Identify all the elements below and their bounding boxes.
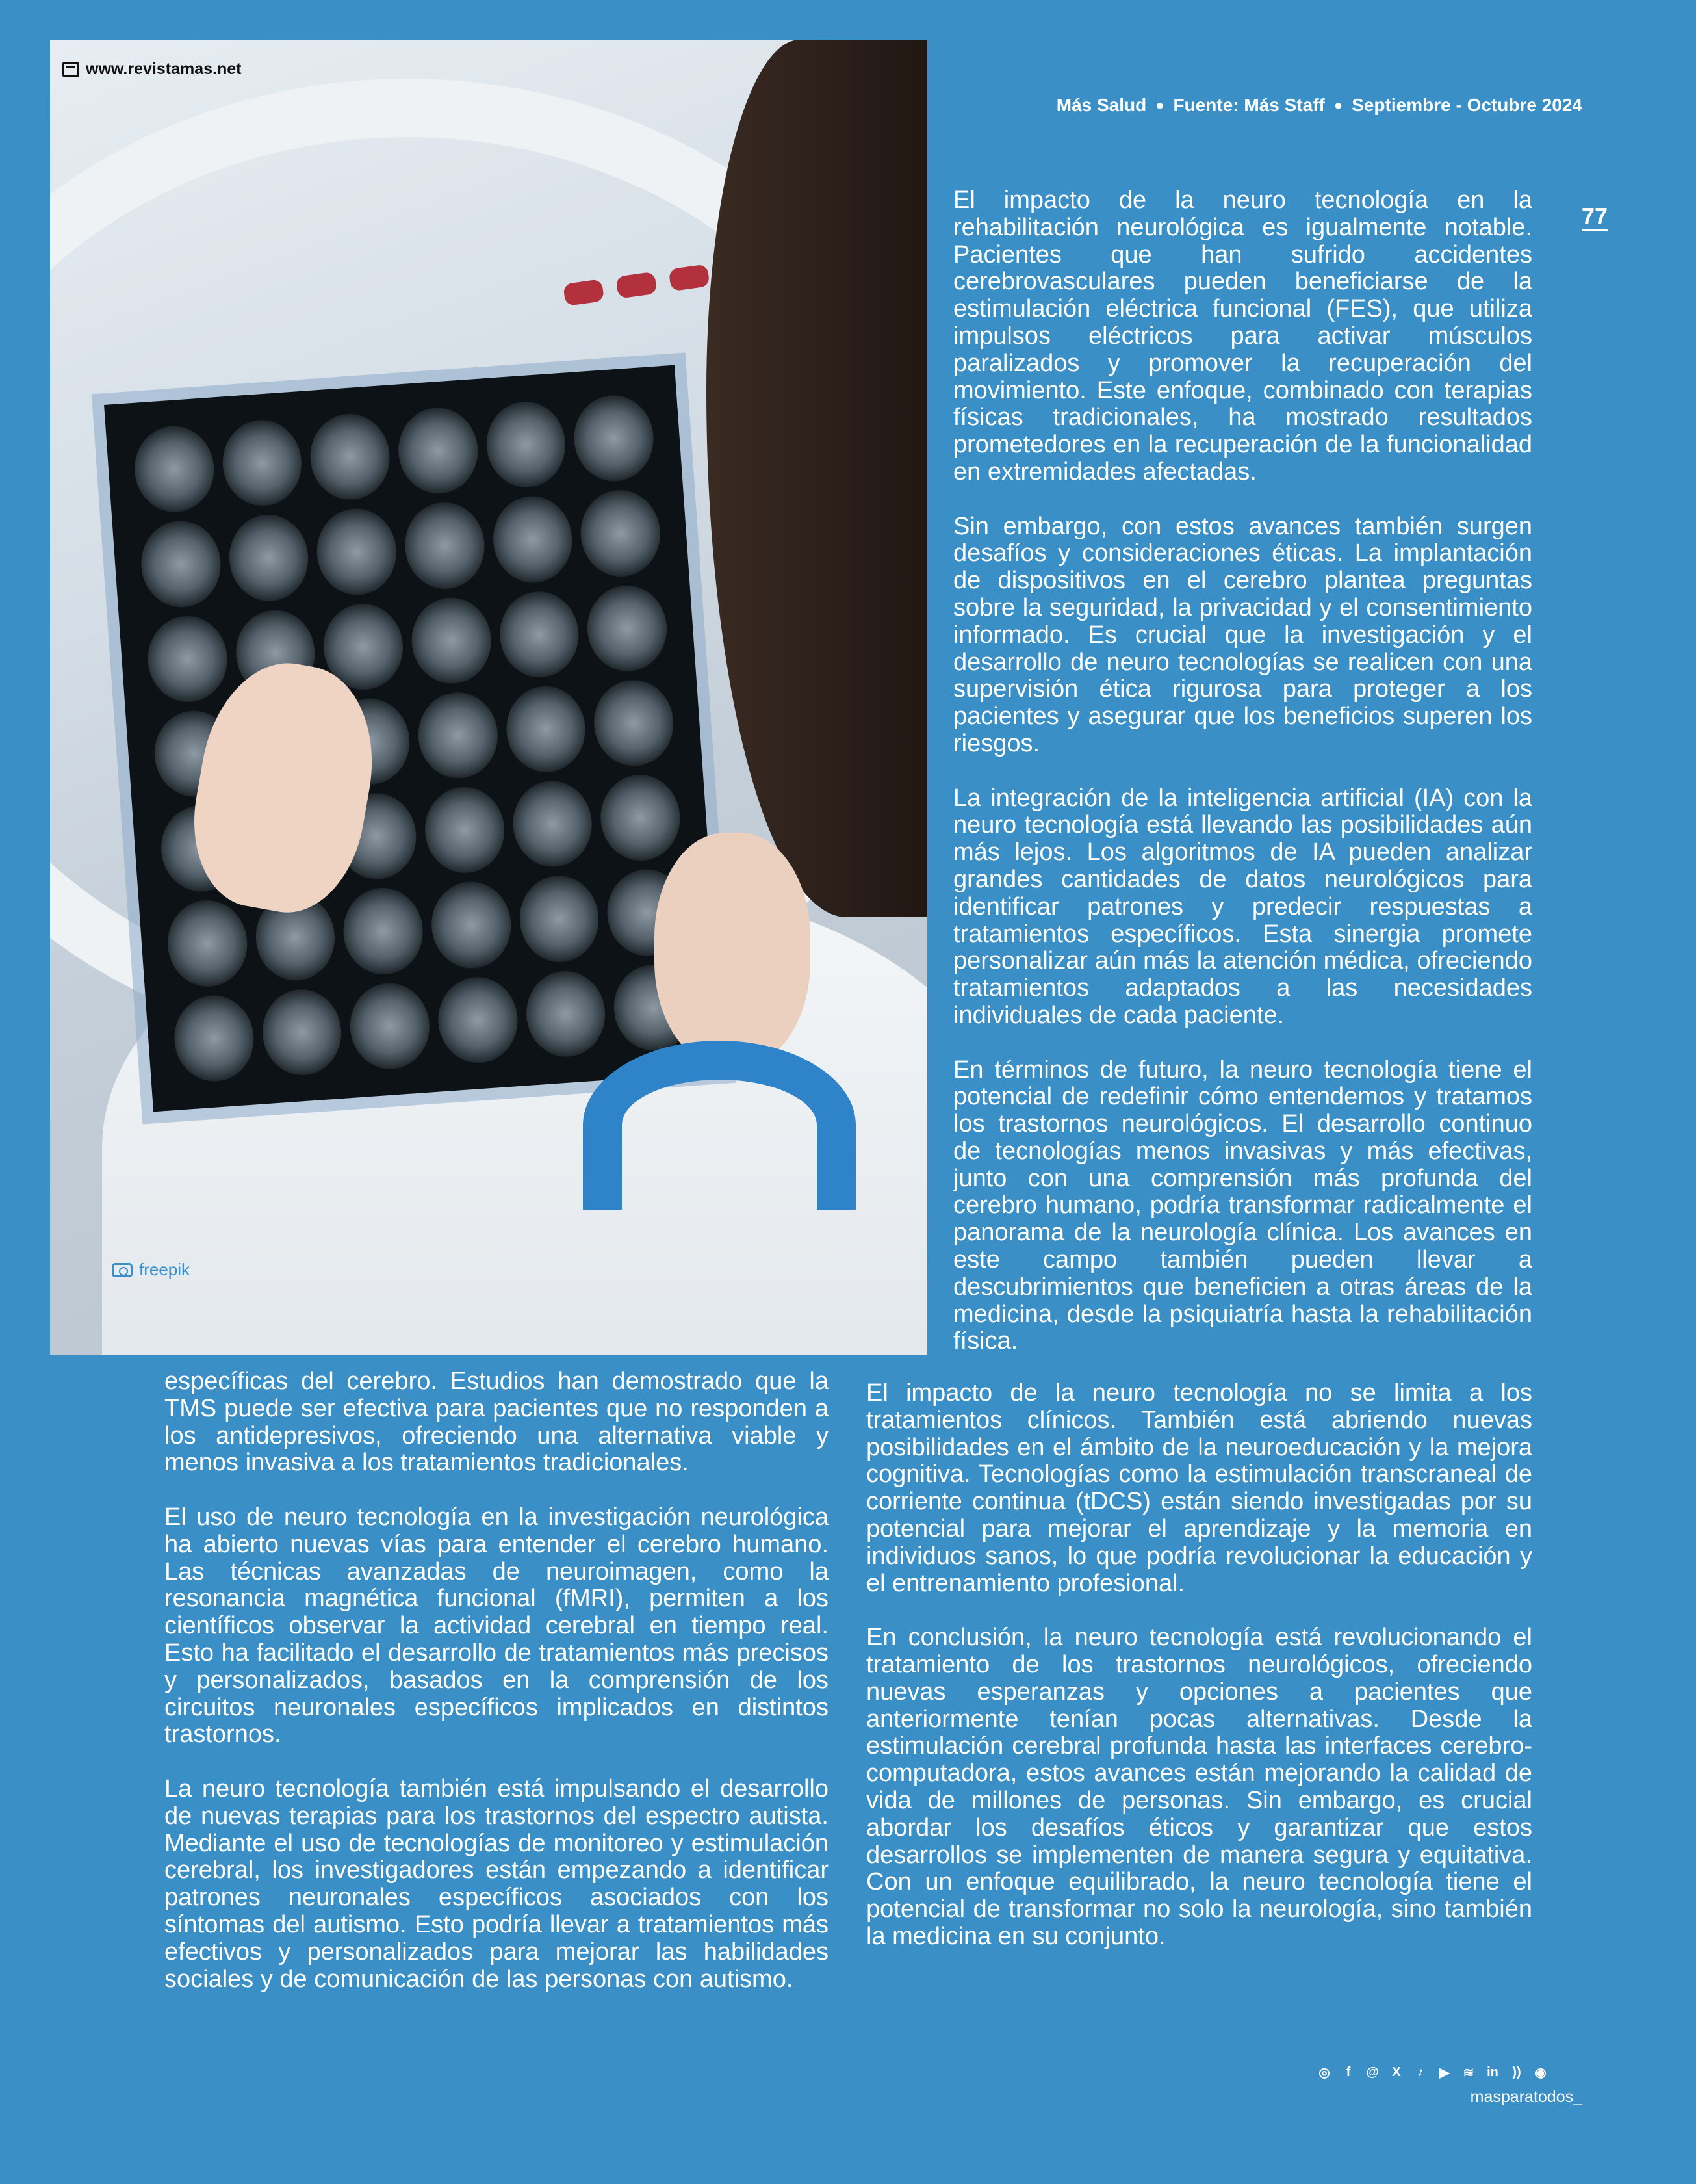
linkedin-icon[interactable]: in [1487, 2064, 1498, 2079]
article-column-bottom-right [866, 1380, 1532, 1978]
paragraph: La neuro tecnología también está impulsando el desarrollo de nuevas terapias para los trastornos del espectro autista. Mediante el uso de tecnologías de monitoreo y estimulación cerebral, los investigadores están empezando a identificar patrones neuronales específicos asociados con los síntomas del autismo. Esto podría llevar a tratamientos más efectivos y personalizados para mejorar las habilidades sociales y de comunicación de las personas con autismo. [164, 1774, 829, 1993]
social-icons [1316, 2064, 1549, 2081]
credit-text: freepik [139, 1260, 190, 1279]
article-column-top-right [953, 187, 1532, 1383]
camera-icon [112, 1263, 133, 1277]
photo-credit [112, 1260, 190, 1280]
site-url[interactable]: www.revistamas.net [86, 60, 242, 78]
paragraph: El impacto de la neuro tecnología en la rehabilitación neurológica es igualmente notable. Pacientes que han sufrido accidentes cerebrovasculares pueden beneficiarse de la estimulación eléctrica funcional (FES), que utiliza impulsos eléctricos para activar músculos paralizados y promover la recuperación del movimiento. Este enfoque, combinado con terapias físicas tradicionales, ha mostrado resultados prometedores en la recuperación de la funcionalidad en extremidades afectadas. [953, 187, 1532, 486]
header-source: Fuente: Más Staff [1173, 95, 1325, 115]
header-section: Más Salud [1056, 95, 1147, 115]
separator-dot: ● [1155, 97, 1164, 113]
page-header [1057, 95, 1582, 116]
spotify-icon[interactable]: ≋ [1463, 2065, 1474, 2080]
instagram-icon[interactable]: ◎ [1318, 2065, 1330, 2080]
x-icon[interactable]: X [1392, 2064, 1401, 2079]
header-date: Septiembre - Octubre 2024 [1352, 95, 1582, 115]
paragraph: Sin embargo, con estos avances también surgen desafíos y consideraciones éticas. La implantación de dispositivos en el cerebro plantea preguntas sobre la seguridad, la privacidad y el consentimiento informado. Es crucial que la investigación y el desarrollo de neuro tecnologías se realicen con una supervisión ética rigurosa para proteger a los pacientes y asegurar que los beneficios superen los riesgos. [953, 512, 1532, 757]
facebook-icon[interactable]: f [1346, 2064, 1351, 2079]
threads-icon[interactable]: @ [1366, 2064, 1379, 2079]
paragraph: El impacto de la neuro tecnología no se limita a los tratamientos clínicos. También está abriendo nuevas posibilidades en el ámbito de la neuroeducación y la mejora cognitiva. Tecnologías como la estimulación transcraneal de corriente continua (tDCS) están siendo investigadas por su potencial para mejorar el aprendizaje y la memoria en individuos sanos, lo que podría revolucionar la educación y el entrenamiento profesional. [866, 1379, 1532, 1597]
page-number: 77 [1582, 203, 1608, 229]
rss-icon[interactable]: )) [1512, 2064, 1521, 2079]
social-handle[interactable]: masparatodos_ [1470, 2088, 1582, 2106]
paragraph: El uso de neuro tecnología en la investigación neurológica ha abierto nuevas vías para entender el cerebro humano. Las técnicas avanzadas de neuroimagen, como la resonancia magnética funcional (fMRI), permiten a los científicos observar la actividad cerebral en tiempo real. Esto ha facilitado el desarrollo de tratamientos más precisos y personalizados, basados en la comprensión de los circuitos neuronales específicos implicados en distintos trastornos. [164, 1503, 829, 1748]
browser-icon [62, 62, 79, 77]
youtube-icon[interactable]: ▶ [1439, 2065, 1450, 2080]
paragraph: La integración de la inteligencia artificial (IA) con la neuro tecnología está llevando las posibilidades aún más lejos. Los algoritmos de IA pueden analizar grandes cantidades de datos neurológicos para identificar patrones y predecir respuestas a tratamientos específicos. Esta sinergia promete personalizar aún más la atención médica, ofreciendo tratamientos adaptados a las necesidades individuales de cada paciente. [953, 784, 1532, 1029]
article-column-bottom-left [164, 1368, 829, 2020]
mri-film [104, 365, 724, 1112]
holding-hand [654, 833, 810, 1067]
separator-dot: ● [1333, 97, 1343, 113]
paragraph: En términos de futuro, la neuro tecnología tiene el potencial de redefinir cómo entendemos y tratamos los trastornos neurológicos. El desarrollo continuo de tecnologías menos invasivas y más efectivas, junto con una comprensión más profunda del cerebro humano, podría transformar radicalmente el panorama de la neurología clínica. Los avances en este campo también pueden llevar a descubrimientos que beneficien a otras áreas de la medicina, desde la psiquiatría hasta la rehabilitación física. [953, 1056, 1532, 1355]
tiktok-icon[interactable]: ♪ [1417, 2064, 1424, 2079]
paragraph: específicas del cerebro. Estudios han demostrado que la TMS puede ser efectiva para pacientes que no responden a los antidepresivos, ofreciendo una alternativa viable y menos invasiva a los tratamientos tradicionales. [164, 1368, 829, 1477]
site-link[interactable] [62, 60, 241, 79]
podcast-icon[interactable]: ◉ [1535, 2065, 1547, 2080]
scanner-blue-band [583, 1041, 856, 1210]
paragraph: En conclusión, la neuro tecnología está revolucionando el tratamiento de los trastornos neurológicos, ofreciendo nuevas esperanzas y opciones a pacientes que anteriormente tenían pocas alternativas. Desde la estimulación cerebral profunda hasta las interfaces cerebro-computadora, estos avances están mejorando la calidad de vida de millones de personas. Sin embargo, es crucial abordar los desafíos éticos y garantizar que estos desarrollos se implementen de manera segura y equitativa. Con un enfoque equilibrado, la neuro tecnología tiene el potencial de transformar no solo la neurología, sino también la medicina en su conjunto. [866, 1624, 1532, 1950]
article-photo [50, 40, 927, 1355]
